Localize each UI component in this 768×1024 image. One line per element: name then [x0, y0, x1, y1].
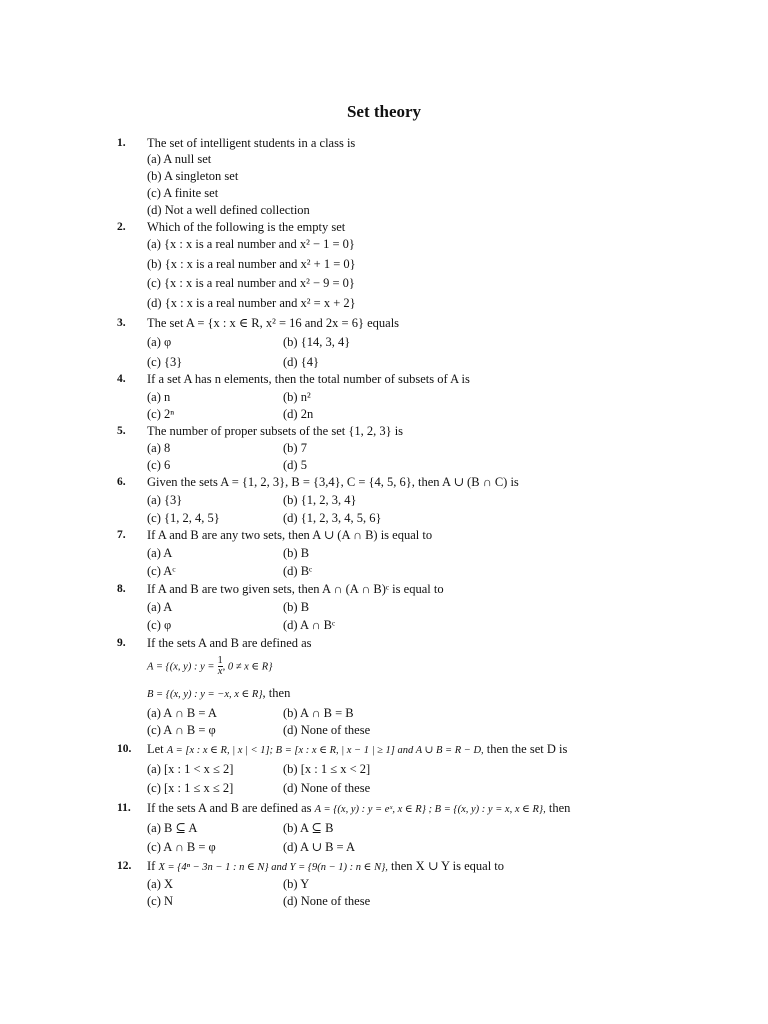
option-d: (d) {x : x is a real number and x² = x + 2}	[147, 296, 356, 310]
option-a: (a) {3}	[147, 493, 183, 507]
option-a: (a) φ	[147, 335, 172, 349]
option-c: (c) Aᶜ	[147, 564, 176, 578]
question-number: 10.	[117, 743, 132, 755]
fraction-numerator: 1	[217, 655, 223, 666]
fraction-denominator: x	[217, 666, 223, 677]
option-d: (d) Bᶜ	[283, 564, 313, 578]
stem-expression: X = {4ⁿ − 3n − 1 : n ∈ N} and Y = {9(n − 1) : n ∈ N},	[158, 862, 388, 873]
option-c: (c) 2ⁿ	[147, 407, 175, 421]
option-a: (a) {x : x is a real number and x² − 1 = 0}	[147, 237, 355, 251]
stem-expression: A = [x : x ∈ R, | x | < 1]; B = [x : x ∈ R, | x − 1 | ≥ 1] and A ∪ B = R − D,	[166, 745, 484, 756]
option-d: (d) Not a well defined collection	[147, 203, 310, 217]
question-number: 2.	[117, 221, 126, 233]
question-stem: The set A = {x : x ∈ R, x² = 16 and 2x = 6} equals	[147, 316, 400, 330]
option-b: (b) Y	[283, 877, 310, 891]
question-number: 11.	[117, 802, 131, 814]
question-stem: The number of proper subsets of the set {1, 2, 3} is	[147, 424, 404, 438]
option-d: (d) {4}	[283, 355, 319, 369]
set-a-prefix: A = {(x, y) : y =	[147, 661, 215, 673]
option-b: (b) n²	[283, 390, 311, 404]
option-c: (c) 6	[147, 458, 171, 472]
option-b: (b) {1, 2, 3, 4}	[283, 493, 357, 507]
question-stem: Given the sets A = {1, 2, 3}, B = {3,4}, C = {4, 5, 6}, then A ∪ (B ∩ C) is	[147, 475, 519, 489]
option-d: (d) 5	[283, 458, 307, 472]
question-stem	[147, 801, 570, 817]
stem-prefix: If	[147, 859, 156, 873]
stem-expression: A = {(x, y) : y = eˣ, x ∈ R} ; B = {(x, y) : y = x, x ∈ R},	[314, 804, 546, 815]
option-b: (b) A ⊆ B	[283, 821, 334, 835]
option-a: (a) [x : 1 < x ≤ 2]	[147, 762, 234, 776]
option-c: (c) φ	[147, 618, 172, 632]
option-b: (b) {14, 3, 4}	[283, 335, 351, 349]
question-stem	[147, 859, 504, 875]
option-c: (c) {1, 2, 4, 5}	[147, 511, 220, 525]
stem-prefix: If the sets A and B are defined as	[147, 801, 312, 815]
option-d: (d) A ∩ Bᶜ	[283, 618, 336, 632]
option-b: (b) B	[283, 600, 310, 614]
set-b-expression: B = {(x, y) : y = −x, x ∈ R}	[147, 689, 263, 700]
option-d: (d) None of these	[283, 781, 371, 795]
option-b: (b) 7	[283, 441, 307, 455]
stem-prefix: Let	[147, 742, 164, 756]
question-number: 12.	[117, 860, 132, 872]
page-title: Set theory	[346, 102, 422, 121]
option-c: (c) {x : x is a real number and x² − 9 = 0}	[147, 276, 355, 290]
question-stem: If A and B are any two sets, then A ∪ (A ∩ B) is equal to	[147, 528, 433, 542]
option-d: (d) {1, 2, 3, 4, 5, 6}	[283, 511, 382, 525]
option-a: (a) n	[147, 390, 171, 404]
question-number: 8.	[117, 583, 126, 595]
option-c: (c) A finite set	[147, 186, 219, 200]
stem-suffix: then	[548, 801, 571, 815]
question-stem: The set of intelligent students in a class is	[147, 136, 356, 150]
option-c: (c) N	[147, 894, 174, 908]
question-number: 1.	[117, 137, 126, 149]
option-a: (a) A ∩ B = A	[147, 706, 217, 720]
option-b: (b) {x : x is a real number and x² + 1 = 0}	[147, 257, 356, 271]
option-a: (a) B ⊆ A	[147, 821, 198, 835]
question-number: 9.	[117, 637, 126, 649]
option-b: (b) A singleton set	[147, 169, 239, 183]
option-d: (d) None of these	[283, 894, 371, 908]
option-a: (a) A	[147, 546, 173, 560]
option-b: (b) A ∩ B = B	[283, 706, 354, 720]
question-stem: If a set A has n elements, then the total number of subsets of A is	[147, 372, 470, 386]
option-a: (a) X	[147, 877, 174, 891]
option-a: (a) A	[147, 600, 173, 614]
question-number: 4.	[117, 373, 126, 385]
question-stem: If A and B are two given sets, then A ∩ (A ∩ B)ᶜ is equal to	[147, 582, 444, 596]
option-d: (d) None of these	[283, 723, 371, 737]
set-b-definition	[147, 686, 290, 702]
set-a-definition	[147, 656, 272, 677]
stem-suffix: then the set D is	[486, 742, 568, 756]
question-number: 7.	[117, 529, 126, 541]
question-number: 5.	[117, 425, 126, 437]
option-b: (b) [x : 1 ≤ x < 2]	[283, 762, 371, 776]
option-c: (c) A ∩ B = φ	[147, 840, 216, 854]
question-number: 3.	[117, 317, 126, 329]
option-a: (a) A null set	[147, 152, 212, 166]
option-d: (d) 2n	[283, 407, 314, 421]
question-stem	[147, 742, 567, 758]
option-c: (c) A ∩ B = φ	[147, 723, 216, 737]
question-stem: Which of the following is the empty set	[147, 220, 346, 234]
option-a: (a) 8	[147, 441, 171, 455]
option-c: (c) {3}	[147, 355, 183, 369]
question-number: 6.	[117, 476, 126, 488]
stem-suffix: then X ∪ Y is equal to	[391, 859, 505, 873]
option-b: (b) B	[283, 546, 310, 560]
option-d: (d) A ∪ B = A	[283, 840, 356, 854]
question-stem: If the sets A and B are defined as	[147, 636, 312, 650]
set-b-suffix: , then	[262, 686, 291, 700]
option-c: (c) [x : 1 ≤ x ≤ 2]	[147, 781, 234, 795]
set-a-suffix: , 0 ≠ x ∈ R}	[222, 661, 273, 673]
